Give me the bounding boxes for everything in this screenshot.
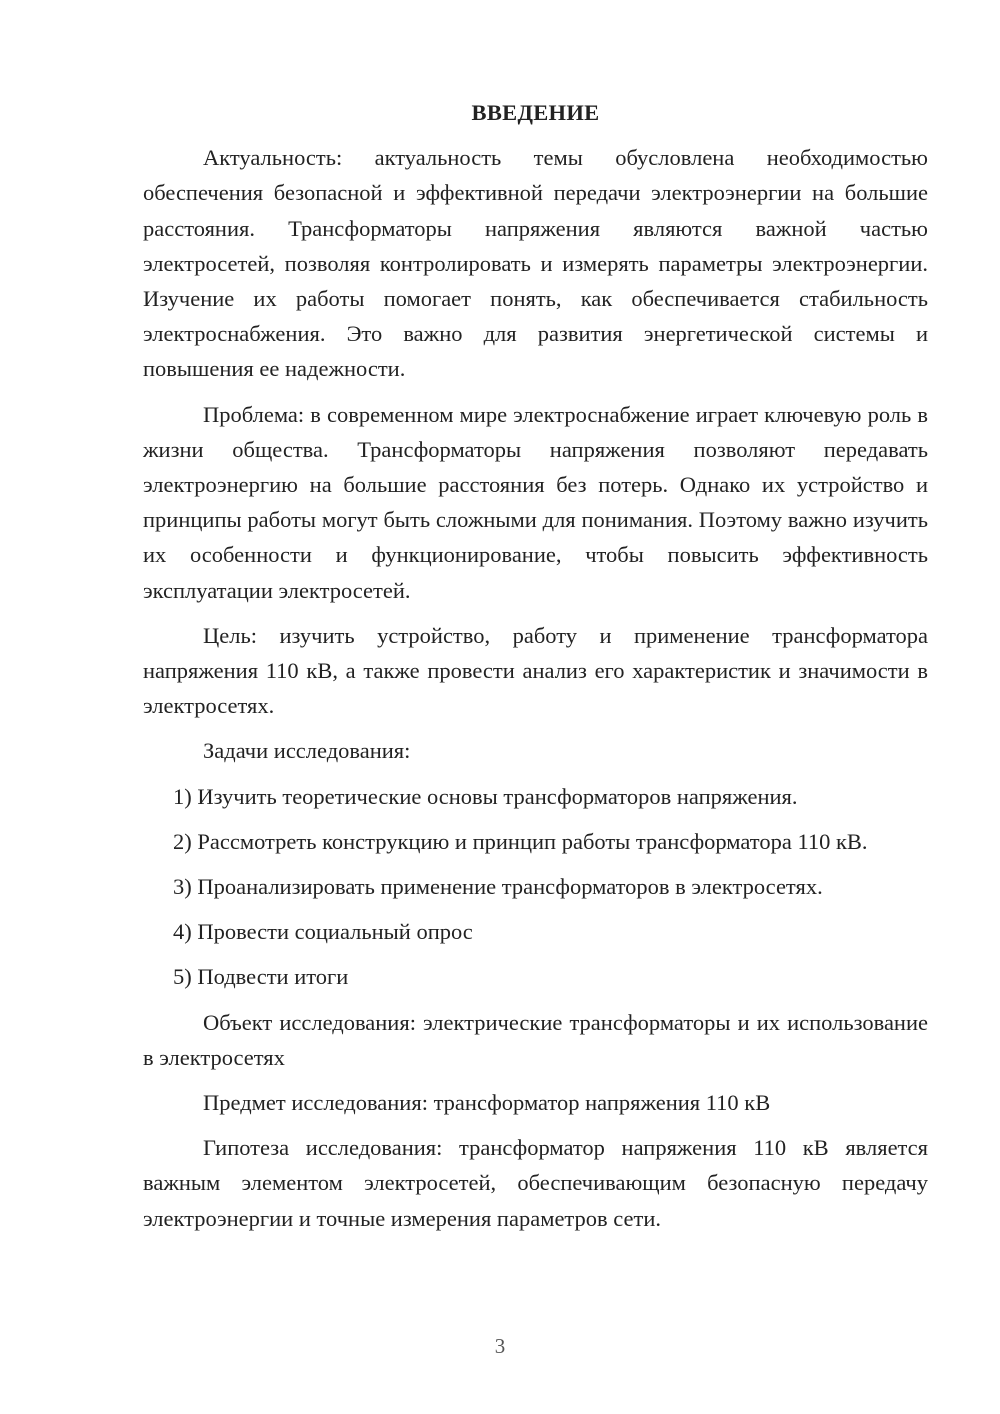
paragraph-goal: Цель: изучить устройство, работу и применение трансформатора напряжения 110 кВ, а также провести анализ его характеристик и значимости в электросетях. bbox=[143, 622, 928, 719]
paragraph-relevance: Актуальность: актуальность темы обусловлена необходимостью обеспечения безопасной и эффективной передачи электроэнергии на большие расстояния. Трансформаторы напряжения являются важной частью электросетей, позволяя контролировать и измерять параметры электроэнергии. Изучение их работы помогает понять, как обеспечивается стабильность электроснабжения. Это важно для развития энергетической системы и повышения ее надежности. bbox=[143, 145, 928, 382]
tasks-heading: Задачи исследования: bbox=[203, 738, 411, 764]
tasks-list bbox=[143, 779, 928, 995]
task-item-2: 2) Рассмотреть конструкцию и принцип работы трансформатора 110 кВ. bbox=[173, 828, 868, 854]
paragraph-object: Объект исследования: электрические трансформаторы и их использование в электросетях bbox=[143, 1009, 928, 1070]
task-item-1: 1) Изучить теоретические основы трансформаторов напряжения. bbox=[173, 783, 798, 809]
paragraph-subject: Предмет исследования: трансформатор напряжения 110 кВ bbox=[203, 1090, 771, 1116]
paragraph-hypothesis: Гипотеза исследования: трансформатор напряжения 110 кВ является важным элементом электросетей, обеспечивающим безопасную передачу электроэнергии и точные измерения параметров сети. bbox=[143, 1135, 928, 1231]
task-item-3: 3) Проанализировать применение трансформаторов в электросетях. bbox=[173, 874, 823, 900]
task-item-4: 4) Провести социальный опрос bbox=[173, 919, 473, 945]
task-item-5: 5) Подвести итоги bbox=[173, 964, 349, 990]
document-page bbox=[143, 95, 928, 1246]
section-title: ВВЕДЕНИЕ bbox=[471, 100, 600, 125]
paragraph-problem: Проблема: в современном мире электроснабжение играет ключевую роль в жизни общества. Трансформаторы напряжения позволяют передавать электроэнергию на большие расстояния без потерь. Однако их устройство и принципы работы могут быть сложными для понимания. Поэтому важно изучить их особенности и функционирование, чтобы повысить эффективность эксплуатации электросетей. bbox=[143, 401, 928, 603]
page-number: 3 bbox=[494, 1334, 506, 1358]
